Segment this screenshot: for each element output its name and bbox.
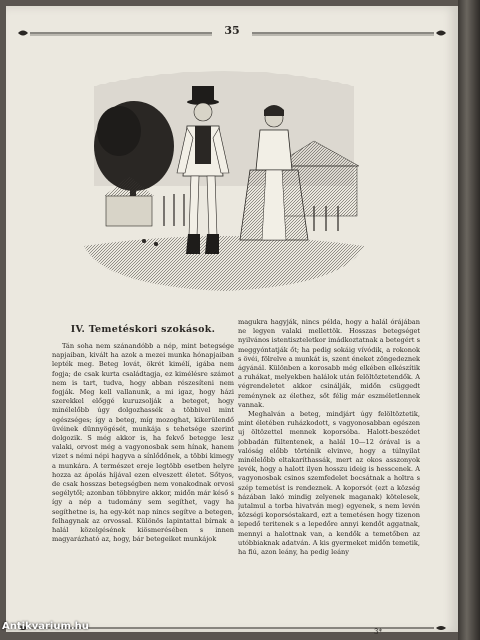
paragraph: Tán soha nem szánandóbb a nép, mint betegsége napjaiban, kivált ha azok a mezei munka hónapjaiban lepték meg. Beteg lovát, ökrét kimélí, igába nem fogja; de csak kurta családtagja, ez kimélésre számot nem is tart, tudva, hogy abban részesíteni nem fogják. Meg kell vallanunk, a mi igaz, hogy házi szerekkel előggé kuruzsolják a beteget, hogy minélelőbb úgy dolgozhassék a többivel mint egészséges; így a beteg, míg mozoghat, kikerülendő üvéinek dünnyögését, munkája s tehetsége szerint dolgozik. S még akkor is, ha fekvő betegge lesz valaki, orvost még a vagyonosbak sem hínak, hanem vizet s némi népi hagyva a sínlődőnek, a többi kimegy a munkára. A természet ereje legtöbb esetben helyre hozza az ápolás híjával ezen elveszett életet. Sőtyos, de csak hosszas betegségben nem vonakodnak orvosi segélytől; azonban többnyire akkor, midőn már késő s így a nép a tudomány sem segíthet, vagy ha segíthetne is, ha egy-két nap nincs segítve a betegen, felhagynak az orvossal. Különös lapintattal bírnak a halál közelgésének kiösmerésében s innen magyarázható az, hogy, bár betegeiket munkájok	[52, 342, 234, 544]
watermark: Antikvarium.hu	[2, 621, 89, 632]
printer-signature: 3*	[374, 628, 382, 636]
left-text-column	[52, 318, 234, 624]
paragraph: magukra hagyják, nincs példa, hogy a halál órájában ne legyen valaki mellettök. Hosszas betegséget nyilvános istentiszteletkor imádkoztatnak a betegért s meggyóntatják őt; ha pedig sokáig vívódik, a rokonok s övéi, fölrelve a munkát is, szent éneket zöngedeznek ágyánál. Különben a korosabb még elkében elkészítik a ruhákat, melyekben halálok után felöltöztetendők. A végrendeletet akkor csinálják, midőn csüggedt reménynek az élethez, sőt félig már eszméletlennek vannak.	[238, 318, 420, 409]
paragraph: Meghalván a beteg, mindjárt úgy felöltöztetik, mint életében ruházkodott, s vagyonosabban egészen uj öltözettel mennek koporsóba. Halott-beszédet jobbadán fültentenek, a halál 10—12 órával is a valóság előbb történik elvinve, hogy a túlnyilat minélelőbb eltakaríthassák, mert az okos asszonyok levék, hogy a halott ilyen hosszu ideig is hesscenek. A vagyonosbak csinos szemfedelet bocsátnak a holtra s szép temetést is rendeznek. A koporsót (ezt a község házában lakó mindig zelyenek maganak) kötelesek, jutalmul a torba hivatván meg) egyenek, s nem levén községi koporsóstakard, ezt a temetésen hogy tizenon lepedő teritenek s a lepedőre annyi kendőt aggatnak, mennyi a halottnak van, a kendők a temetőben az utóbbiaknak adatván. A kis gyermeket midőn temetik, ha fiú, azon leány, ha pedig leány	[238, 410, 420, 557]
book-spine	[458, 0, 480, 640]
page-number: 35	[224, 24, 240, 37]
book-page	[6, 6, 458, 636]
chapter-title: IV. Temetéskori szokások.	[70, 324, 216, 335]
village-couple-engraving	[74, 56, 374, 296]
right-text-column	[238, 318, 420, 624]
